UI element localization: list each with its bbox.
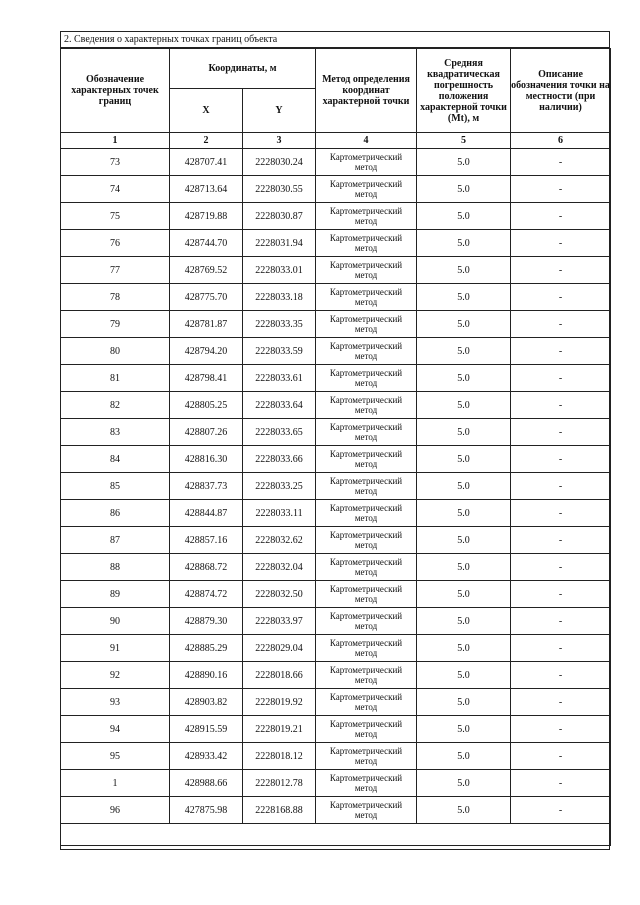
cell-coordinate-x: 428879.30 — [170, 608, 243, 635]
cell-method: Картометрический метод — [316, 257, 417, 284]
cell-point-id: 1 — [61, 770, 170, 797]
cell-mt-error: 5.0 — [417, 770, 511, 797]
cell-description: - — [511, 392, 611, 419]
cell-description: - — [511, 500, 611, 527]
cell-coordinate-x: 428933.42 — [170, 743, 243, 770]
cell-coordinate-y: 2228033.25 — [243, 473, 316, 500]
cell-coordinate-x: 428794.20 — [170, 338, 243, 365]
cell-coordinate-x: 428837.73 — [170, 473, 243, 500]
cell-point-id: 84 — [61, 446, 170, 473]
column-number: 6 — [511, 133, 611, 149]
cell-point-id: 75 — [61, 203, 170, 230]
cell-point-id: 86 — [61, 500, 170, 527]
table-row — [61, 365, 611, 392]
cell-description: - — [511, 770, 611, 797]
cell-mt-error: 5.0 — [417, 797, 511, 824]
section-title: 2. Сведения о характерных точках границ объекта — [61, 32, 609, 48]
cell-mt-error: 5.0 — [417, 284, 511, 311]
cell-mt-error: 5.0 — [417, 608, 511, 635]
cell-coordinate-x: 427875.98 — [170, 797, 243, 824]
table-row — [61, 311, 611, 338]
cell-description: - — [511, 311, 611, 338]
table-row — [61, 716, 611, 743]
cell-point-id: 85 — [61, 473, 170, 500]
cell-description: - — [511, 176, 611, 203]
cell-coordinate-y: 2228031.94 — [243, 230, 316, 257]
header-x: X — [170, 89, 243, 133]
cell-method: Картометрический метод — [316, 230, 417, 257]
cell-coordinate-y: 2228033.11 — [243, 500, 316, 527]
cell-description: - — [511, 581, 611, 608]
cell-coordinate-x: 428874.72 — [170, 581, 243, 608]
cell-point-id: 80 — [61, 338, 170, 365]
cell-description: - — [511, 149, 611, 176]
cell-method: Картометрический метод — [316, 419, 417, 446]
table-row — [61, 635, 611, 662]
cell-coordinate-y: 2228033.65 — [243, 419, 316, 446]
cell-coordinate-y: 2228029.04 — [243, 635, 316, 662]
cell-mt-error: 5.0 — [417, 311, 511, 338]
cell-coordinate-y: 2228019.92 — [243, 689, 316, 716]
cell-description: - — [511, 689, 611, 716]
cell-description: - — [511, 284, 611, 311]
column-number: 4 — [316, 133, 417, 149]
column-number: 1 — [61, 133, 170, 149]
header-error: Средняя квадратическая погрешность положения характерной точки (Mt), м — [417, 49, 511, 133]
cell-description: - — [511, 554, 611, 581]
cell-coordinate-x: 428719.88 — [170, 203, 243, 230]
table-footer-row — [61, 824, 611, 846]
cell-description: - — [511, 527, 611, 554]
cell-coordinate-x: 428798.41 — [170, 365, 243, 392]
cell-coordinate-x: 428707.41 — [170, 149, 243, 176]
cell-coordinate-y: 2228012.78 — [243, 770, 316, 797]
header-y: Y — [243, 89, 316, 133]
cell-description: - — [511, 797, 611, 824]
cell-mt-error: 5.0 — [417, 338, 511, 365]
cell-coordinate-x: 428775.70 — [170, 284, 243, 311]
cell-coordinate-y: 2228168.88 — [243, 797, 316, 824]
cell-mt-error: 5.0 — [417, 689, 511, 716]
cell-coordinate-x: 428781.87 — [170, 311, 243, 338]
cell-coordinate-x: 428844.87 — [170, 500, 243, 527]
cell-point-id: 89 — [61, 581, 170, 608]
cell-method: Картометрический метод — [316, 797, 417, 824]
cell-coordinate-y: 2228033.97 — [243, 608, 316, 635]
cell-coordinate-y: 2228033.64 — [243, 392, 316, 419]
cell-coordinate-y: 2228032.50 — [243, 581, 316, 608]
table-row — [61, 230, 611, 257]
cell-mt-error: 5.0 — [417, 257, 511, 284]
cell-method: Картометрический метод — [316, 554, 417, 581]
cell-method: Картометрический метод — [316, 311, 417, 338]
cell-description: - — [511, 230, 611, 257]
table-row — [61, 554, 611, 581]
table-row — [61, 662, 611, 689]
cell-point-id: 92 — [61, 662, 170, 689]
cell-point-id: 82 — [61, 392, 170, 419]
cell-description: - — [511, 743, 611, 770]
cell-mt-error: 5.0 — [417, 716, 511, 743]
table-row — [61, 581, 611, 608]
cell-mt-error: 5.0 — [417, 446, 511, 473]
cell-coordinate-x: 428903.82 — [170, 689, 243, 716]
cell-method: Картометрический метод — [316, 635, 417, 662]
cell-coordinate-x: 428857.16 — [170, 527, 243, 554]
cell-coordinate-y: 2228033.35 — [243, 311, 316, 338]
cell-method: Картометрический метод — [316, 203, 417, 230]
cell-mt-error: 5.0 — [417, 743, 511, 770]
cell-point-id: 96 — [61, 797, 170, 824]
cell-coordinate-y: 2228033.01 — [243, 257, 316, 284]
cell-method: Картометрический метод — [316, 662, 417, 689]
cell-method: Картометрический метод — [316, 176, 417, 203]
cell-point-id: 81 — [61, 365, 170, 392]
cell-description: - — [511, 338, 611, 365]
cell-description: - — [511, 446, 611, 473]
cell-method: Картометрический метод — [316, 581, 417, 608]
table-row — [61, 338, 611, 365]
cell-method: Картометрический метод — [316, 500, 417, 527]
cell-point-id: 95 — [61, 743, 170, 770]
table-row — [61, 257, 611, 284]
header-method: Метод определения координат характерной точки — [316, 49, 417, 133]
table-row — [61, 203, 611, 230]
column-number: 3 — [243, 133, 316, 149]
cell-mt-error: 5.0 — [417, 392, 511, 419]
cell-coordinate-y: 2228018.66 — [243, 662, 316, 689]
table-row — [61, 770, 611, 797]
cell-description: - — [511, 203, 611, 230]
cell-point-id: 87 — [61, 527, 170, 554]
cell-coordinate-y: 2228018.12 — [243, 743, 316, 770]
table-row — [61, 419, 611, 446]
cell-mt-error: 5.0 — [417, 554, 511, 581]
cell-method: Картометрический метод — [316, 284, 417, 311]
cell-coordinate-y: 2228033.66 — [243, 446, 316, 473]
cell-method: Картометрический метод — [316, 770, 417, 797]
cell-point-id: 76 — [61, 230, 170, 257]
cell-coordinate-y: 2228033.18 — [243, 284, 316, 311]
cell-point-id: 90 — [61, 608, 170, 635]
cell-coordinate-x: 428915.59 — [170, 716, 243, 743]
cell-coordinate-y: 2228033.61 — [243, 365, 316, 392]
cell-method: Картометрический метод — [316, 527, 417, 554]
cell-coordinate-x: 428805.25 — [170, 392, 243, 419]
header-description: Описание обозначения точки на местности (при наличии) — [511, 49, 611, 133]
cell-mt-error: 5.0 — [417, 149, 511, 176]
cell-method: Картометрический метод — [316, 365, 417, 392]
cell-method: Картометрический метод — [316, 392, 417, 419]
cell-method: Картометрический метод — [316, 149, 417, 176]
cell-point-id: 79 — [61, 311, 170, 338]
cell-coordinate-y: 2228030.87 — [243, 203, 316, 230]
cell-method: Картометрический метод — [316, 608, 417, 635]
cell-mt-error: 5.0 — [417, 581, 511, 608]
header-designation: Обозначение характерных точек границ — [61, 49, 170, 133]
cell-mt-error: 5.0 — [417, 500, 511, 527]
cell-point-id: 78 — [61, 284, 170, 311]
cell-point-id: 83 — [61, 419, 170, 446]
cell-coordinate-x: 428816.30 — [170, 446, 243, 473]
table-row — [61, 473, 611, 500]
cell-method: Картометрический метод — [316, 338, 417, 365]
table-row — [61, 284, 611, 311]
cell-coordinate-y: 2228032.62 — [243, 527, 316, 554]
cell-mt-error: 5.0 — [417, 419, 511, 446]
cell-coordinate-x: 428988.66 — [170, 770, 243, 797]
column-number: 5 — [417, 133, 511, 149]
cell-point-id: 73 — [61, 149, 170, 176]
cell-mt-error: 5.0 — [417, 203, 511, 230]
cell-method: Картометрический метод — [316, 716, 417, 743]
cell-point-id: 91 — [61, 635, 170, 662]
cell-description: - — [511, 419, 611, 446]
cell-coordinate-x: 428890.16 — [170, 662, 243, 689]
column-number: 2 — [170, 133, 243, 149]
cell-coordinate-x: 428807.26 — [170, 419, 243, 446]
points-section — [60, 31, 610, 850]
cell-method: Картометрический метод — [316, 743, 417, 770]
cell-point-id: 77 — [61, 257, 170, 284]
cell-point-id: 93 — [61, 689, 170, 716]
cell-mt-error: 5.0 — [417, 365, 511, 392]
cell-mt-error: 5.0 — [417, 230, 511, 257]
cell-mt-error: 5.0 — [417, 473, 511, 500]
cell-description: - — [511, 365, 611, 392]
points-table — [60, 48, 611, 846]
cell-coordinate-y: 2228019.21 — [243, 716, 316, 743]
cell-mt-error: 5.0 — [417, 527, 511, 554]
cell-coordinate-x: 428744.70 — [170, 230, 243, 257]
cell-description: - — [511, 257, 611, 284]
cell-description: - — [511, 662, 611, 689]
cell-method: Картометрический метод — [316, 446, 417, 473]
cell-coordinate-x: 428713.64 — [170, 176, 243, 203]
cell-description: - — [511, 635, 611, 662]
table-row — [61, 797, 611, 824]
cell-point-id: 88 — [61, 554, 170, 581]
cell-point-id: 94 — [61, 716, 170, 743]
table-row — [61, 149, 611, 176]
cell-coordinate-y: 2228033.59 — [243, 338, 316, 365]
table-row — [61, 743, 611, 770]
table-row — [61, 527, 611, 554]
cell-mt-error: 5.0 — [417, 176, 511, 203]
cell-method: Картометрический метод — [316, 473, 417, 500]
table-row — [61, 392, 611, 419]
table-row — [61, 689, 611, 716]
cell-coordinate-y: 2228032.04 — [243, 554, 316, 581]
header-coordinates: Координаты, м — [170, 49, 316, 89]
cell-coordinate-x: 428868.72 — [170, 554, 243, 581]
table-row — [61, 446, 611, 473]
cell-method: Картометрический метод — [316, 689, 417, 716]
cell-coordinate-y: 2228030.55 — [243, 176, 316, 203]
cell-mt-error: 5.0 — [417, 662, 511, 689]
table-row — [61, 176, 611, 203]
table-row — [61, 500, 611, 527]
table-row — [61, 608, 611, 635]
cell-point-id: 74 — [61, 176, 170, 203]
cell-coordinate-x: 428769.52 — [170, 257, 243, 284]
cell-description: - — [511, 473, 611, 500]
cell-description: - — [511, 608, 611, 635]
cell-coordinate-x: 428885.29 — [170, 635, 243, 662]
cell-coordinate-y: 2228030.24 — [243, 149, 316, 176]
cell-description: - — [511, 716, 611, 743]
cell-mt-error: 5.0 — [417, 635, 511, 662]
